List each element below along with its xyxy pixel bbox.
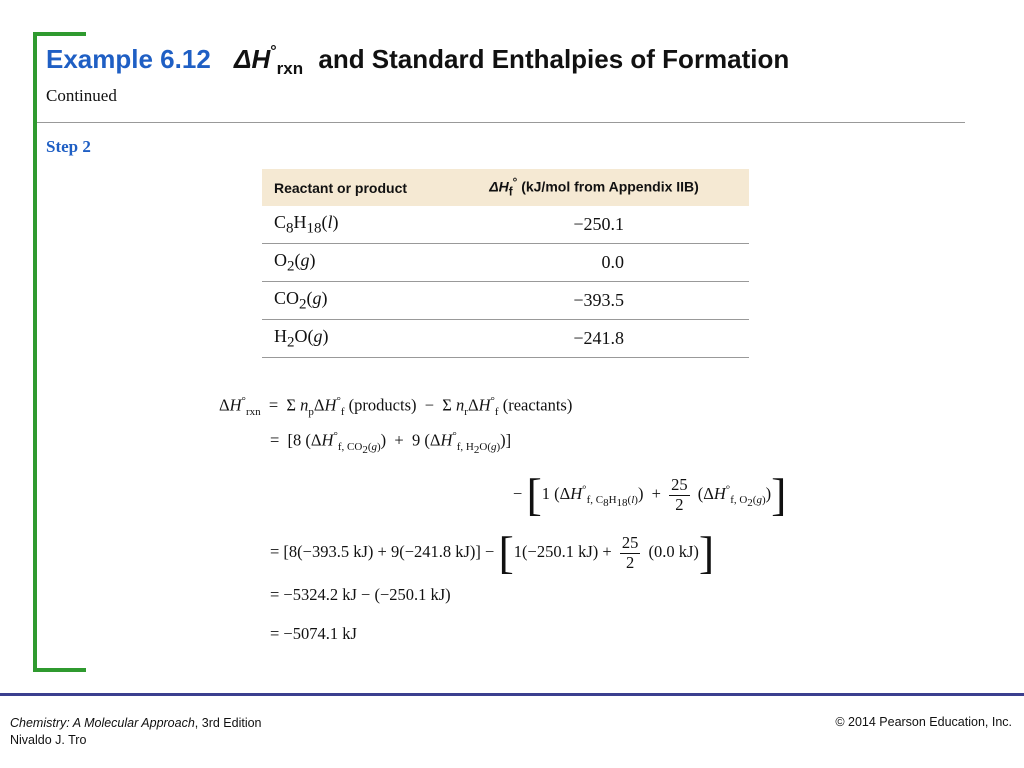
- title-text: and Standard Enthalpies of Formation: [318, 44, 790, 74]
- enthalpy-value-cell: −393.5: [441, 282, 749, 320]
- title-example-number: Example 6.12: [46, 44, 211, 74]
- species-cell: $C_8H_{18}(l)$: [262, 206, 441, 244]
- book-title: Chemistry: A Molecular Approach: [10, 716, 195, 730]
- copyright: © 2014 Pearson Education, Inc.: [835, 715, 1012, 729]
- species-cell: $CO_2(g)$: [262, 282, 441, 320]
- enthalpy-value-cell: 0.0: [441, 244, 749, 282]
- fraction-25-over-2-b: $\frac{25}{2}$: [621, 533, 639, 572]
- header-divider: [37, 122, 965, 123]
- step-label: Step 2: [46, 137, 91, 156]
- footer-divider: [0, 693, 1024, 696]
- author: Nivaldo J. Tro: [10, 733, 87, 747]
- equation-line-2: = [8 $(\Delta H^\circ_{f, CO_2(g)}) + 9$ $(\Delta H^\circ_{f, H_2O(g)})$]: [270, 430, 512, 456]
- species-cell: $O_2(g)$: [262, 244, 441, 282]
- species-cell: $H_2O(g)$: [262, 320, 441, 358]
- green-bracket-left: [33, 32, 37, 672]
- table-row: [262, 320, 749, 358]
- equation-line-3: − [1 $(\Delta H^\circ_{f, C_8H_{18}(l)})$ + $\frac{25}{2}$ $(\Delta H^\circ_{f, O_2(g)})$]: [513, 469, 787, 520]
- footer-citation: [10, 715, 262, 749]
- equation-line-1: $\Delta H^\circ_{rxn} = \Sigma$ $n_p\Delta H^\circ_f$ (products) − Σ $n_r\Delta H^\circ_f$ (reactants): [219, 395, 573, 418]
- green-bracket-bottom: [33, 668, 86, 672]
- header-enthalpy: $\Delta H_f^\circ$ (kJ/mol from Appendix IIB): [441, 169, 749, 206]
- header-species: Reactant or product: [262, 169, 441, 206]
- enthalpy-value-cell: −250.1: [441, 206, 749, 244]
- fraction-25-over-2: $\frac{25}{2}$: [671, 475, 688, 514]
- table-row: [262, 206, 749, 244]
- book-edition: , 3rd Edition: [194, 716, 262, 730]
- equation-line-6: = −5074.1 kJ: [270, 624, 357, 643]
- equation-line-4: = [8(−393.5 kJ) + 9(−241.8 kJ)] − [1(−250.1 kJ) + $\frac{25}{2}$ (0.0 kJ)]: [270, 527, 715, 578]
- table-header-row: [262, 169, 749, 206]
- title-delta-h-symbol: $\Delta H^\circ_{rxn}$: [234, 43, 304, 79]
- slide-title: [46, 44, 789, 79]
- green-bracket-top: [33, 32, 86, 36]
- table-row: [262, 282, 749, 320]
- enthalpy-table: [262, 169, 749, 358]
- enthalpy-value-cell: −241.8: [441, 320, 749, 358]
- equation-line-5: = −5324.2 kJ − (−250.1 kJ): [270, 585, 451, 604]
- table-row: [262, 244, 749, 282]
- subtitle: Continued: [46, 86, 117, 105]
